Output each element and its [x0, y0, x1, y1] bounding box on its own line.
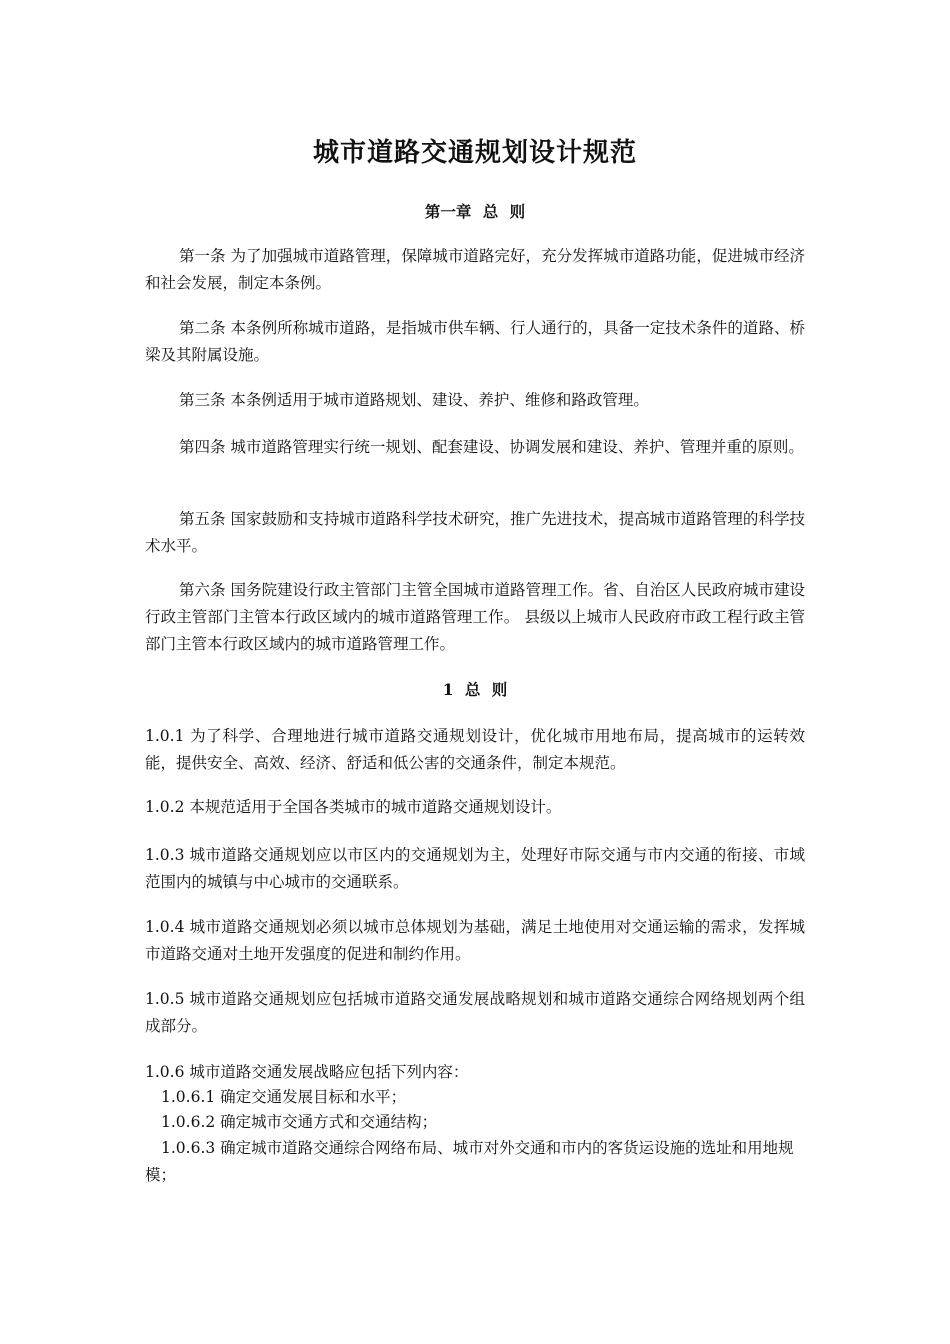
subclause-1-0-6-2: 1.0.6.2 确定城市交通方式和交通结构； [161, 1113, 438, 1131]
article-6: 第六条 国务院建设行政主管部门主管全国城市道路管理工作。省、自治区人民政府城市建设行政主管部门主管本行政区域内的城市道路管理工作。 县级以上城市人民政府市政工程行政主管部门主管本行政区域内的城市道路管理工作。 [145, 581, 805, 653]
subclause-1-0-6-1: 1.0.6.1 确定交通发展目标和水平； [161, 1088, 407, 1106]
clause-1-0-6: 1.0.6 城市道路交通发展战略应包括下列内容： [145, 1063, 469, 1081]
clause-1-0-1: 1.0.1 为了科学、合理地进行城市道路交通规划设计，优化城市用地布局，提高城市的运转效能，提供安全、高效、经济、舒适和低公害的交通条件，制定本规范。 [145, 727, 805, 772]
subclause-1-0-6-3: 1.0.6.3 确定城市道路交通综合网络布局、城市对外交通和市内的客货运设施的选址和用地规模； [145, 1139, 794, 1184]
clause-1-0-5: 1.0.5 城市道路交通规划应包括城市道路交通发展战略规划和城市道路交通综合网络规划两个组成部分。 [145, 990, 805, 1035]
chapter-heading: 第一章 总 则 [424, 202, 526, 221]
section-heading: 1 总 则 [442, 680, 508, 699]
article-4: 第四条 城市道路管理实行统一规划、配套建设、协调发展和建设、养护、管理并重的原则。 [179, 438, 804, 456]
clause-1-0-3: 1.0.3 城市道路交通规划应以市区内的交通规划为主，处理好市际交通与市内交通的衔接、市域范围内的城镇与中心城市的交通联系。 [145, 846, 805, 891]
article-3: 第三条 本条例适用于城市道路规划、建设、养护、维修和路政管理。 [179, 391, 649, 409]
article-2: 第二条 本条例所称城市道路，是指城市供车辆、行人通行的，具备一定技术条件的道路、桥梁及其附属设施。 [145, 319, 805, 364]
clause-1-0-4: 1.0.4 城市道路交通规划必须以城市总体规划为基础，满足土地使用对交通运输的需求，发挥城市道路交通对土地开发强度的促进和制约作用。 [145, 918, 805, 963]
clause-1-0-2: 1.0.2 本规范适用于全国各类城市的城市道路交通规划设计。 [145, 798, 562, 816]
article-1: 第一条 为了加强城市道路管理，保障城市道路完好，充分发挥城市道路功能，促进城市经济和社会发展，制定本条例。 [145, 247, 805, 292]
article-5: 第五条 国家鼓励和支持城市道路科学技术研究，推广先进技术，提高城市道路管理的科学技术水平。 [145, 510, 805, 555]
document-title: 城市道路交通规划设计规范 [312, 138, 637, 168]
